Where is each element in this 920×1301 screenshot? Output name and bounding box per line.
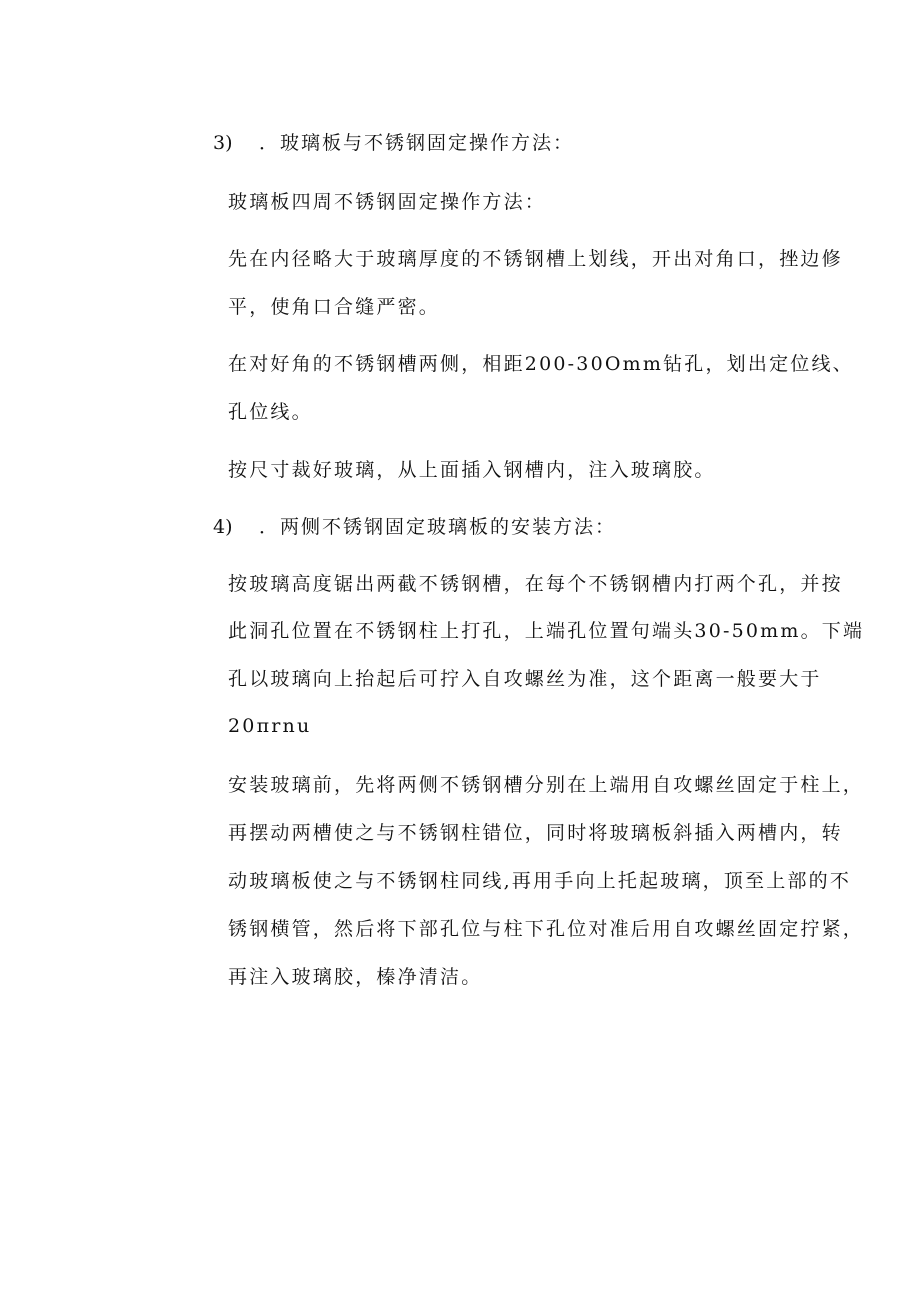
paragraph-6-line-4: 锈钢横管，然后将下部孔位与柱下孔位对准后用自攻螺丝固定拧紧， [228,918,865,940]
section-4-number: 4) [213,516,233,538]
section-4-title: ．两侧不锈钢固定玻璃板的安装方法： [259,516,617,538]
paragraph-5-line-1: 按玻璃高度锯出两截不锈钢槽，在每个不锈钢槽内打两个孔，并按 [228,573,843,595]
paragraph-5-line-3: 孔以玻璃向上抬起后可拧入自攻螺丝为准，这个距离一般要大于 [228,668,822,690]
paragraph-1-line-1: 玻璃板四周不锈钢固定操作方法： [228,191,547,213]
paragraph-3-line-2: 孔位线。 [228,401,313,423]
paragraph-6-line-1: 安装玻璃前，先将两侧不锈钢槽分别在上端用自攻螺丝固定于柱上， [228,774,865,796]
paragraph-6-line-3: 动玻璃板使之与不锈钢柱同线,再用手向上托起玻璃，顶至上部的不 [228,870,852,892]
paragraph-5-line-2: 此洞孔位置在不锈钢柱上打孔，上端孔位置句端头30-50mm。下端 [228,620,865,642]
section-3-number: 3) [213,132,233,154]
paragraph-2-line-1: 先在内径略大于玻璃厚度的不锈钢槽上划线，开出对角口，挫边修 [228,248,843,270]
section-3-title: ．玻璃板与不锈钢固定操作方法： [259,132,575,154]
paragraph-6-line-5: 再注入玻璃胶，榛净清洁。 [228,966,483,988]
paragraph-2-line-2: 平，使角口合缝严密。 [228,296,441,318]
paragraph-3-line-1: 在对好角的不锈钢槽两侧，相距200-30Omm钻孔，划出定位线、 [228,353,854,375]
paragraph-4-line-1: 按尺寸裁好玻璃，从上面插入钢槽内，注入玻璃胶。 [228,459,716,481]
section-3-heading [213,130,574,156]
paragraph-6-line-2: 再摆动两槽使之与不锈钢柱错位，同时将玻璃板斜插入两槽内，转 [228,822,843,844]
section-4-heading [213,514,616,540]
paragraph-5-line-4: 20πrnu [228,715,312,737]
